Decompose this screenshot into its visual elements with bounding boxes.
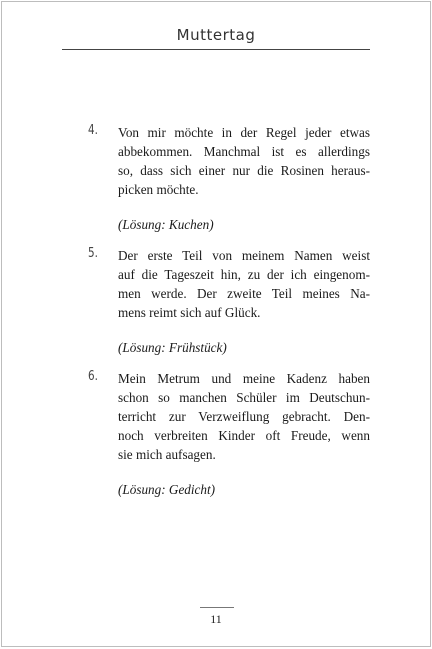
riddle-line: schon so manchen Schüler im Deutschun- <box>118 390 370 405</box>
riddle-number: 4. <box>88 123 98 138</box>
riddle-line: noch verbreiten Kinder oft Freude, wenn <box>118 428 370 443</box>
riddle-solution: (Lösung: Frühstück) <box>118 340 227 355</box>
riddle-text <box>118 369 370 464</box>
riddle-item <box>88 246 370 356</box>
riddle-line: Der erste Teil von meinem Namen weist <box>118 248 370 263</box>
riddle-line: so, dass sich einer nur die Rosinen heraus- <box>118 163 370 178</box>
riddle-line: men werde. Der zweite Teil meines Na- <box>118 286 370 301</box>
riddle-text <box>118 123 370 199</box>
riddle-line: Von mir möchte in der Regel jeder etwas <box>118 125 370 140</box>
header-divider <box>62 49 370 50</box>
book-page <box>1 1 431 647</box>
riddle-solution: (Lösung: Gedicht) <box>118 482 216 497</box>
riddle-item <box>88 123 370 233</box>
riddle-line: Mein Metrum und meine Kadenz haben <box>118 371 370 386</box>
riddle-line: terricht zur Verzweiflung gebracht. Den- <box>118 409 370 424</box>
riddle-item <box>88 369 370 498</box>
riddle-number: 6. <box>88 369 98 384</box>
riddle-line: sie mich aufsagen. <box>118 447 216 462</box>
page-number: 11 <box>210 612 222 626</box>
running-header-title: Muttertag <box>176 26 256 44</box>
riddle-line: auf die Tageszeit hin, zu der ich eingenom- <box>118 267 370 282</box>
riddle-line: picken möchte. <box>118 182 199 197</box>
footer-divider <box>200 607 234 608</box>
riddle-text <box>118 246 370 322</box>
riddle-line: abbekommen. Manchmal ist es allerdings <box>118 144 370 159</box>
riddle-number: 5. <box>88 246 98 261</box>
riddle-line: mens reimt sich auf Glück. <box>118 305 261 320</box>
riddle-solution: (Lösung: Kuchen) <box>118 217 214 232</box>
